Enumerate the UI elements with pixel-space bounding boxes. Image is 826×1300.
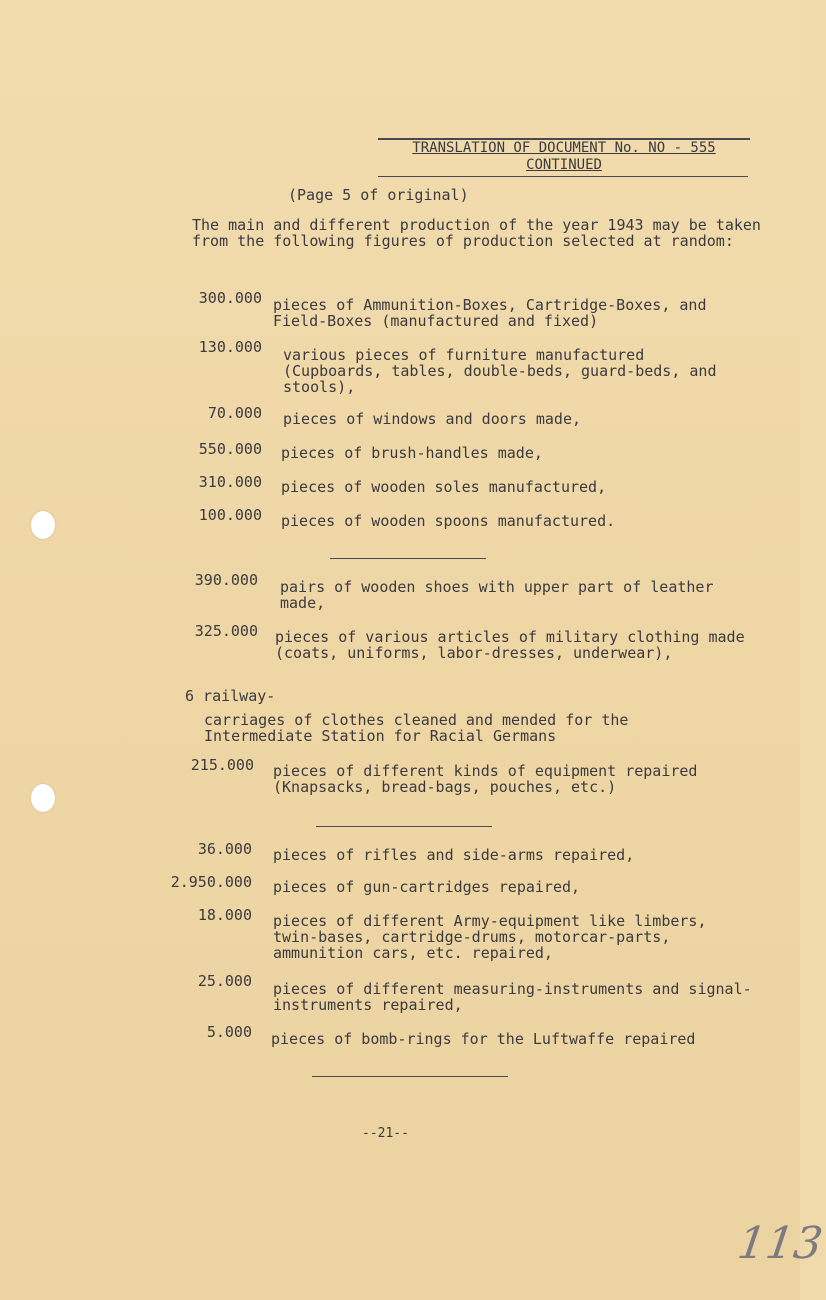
section-divider — [330, 558, 486, 559]
entry-text: pieces of different measuring-instruments and signal-instruments repaired, — [273, 980, 752, 1014]
entry-text: pieces of brush-handles made, — [281, 444, 543, 462]
entry-number: 36.000 — [197, 840, 252, 858]
entry-number: 300.000 — [198, 289, 262, 307]
punch-hole-top — [31, 511, 55, 539]
header-continued: CONTINUED — [526, 157, 602, 173]
entry-text: pieces of bomb-rings for the Luftwaffe repaired — [271, 1030, 696, 1048]
punch-hole-bottom — [31, 784, 55, 812]
entry-text: pieces of gun-cartridges repaired, — [273, 878, 581, 896]
entry-number: 130.000 — [198, 338, 262, 356]
entry-text: pieces of windows and doors made, — [283, 410, 582, 428]
entry-number: 6 railway- — [185, 687, 276, 705]
entry-text: pieces of wooden soles manufactured, — [281, 478, 607, 496]
entry-number: 18.000 — [197, 906, 252, 924]
entry-text: pieces of different Army-equipment like limbers, twin-bases, cartridge-drums, motorcar-parts, ammunition cars, etc. repaired, — [273, 912, 707, 962]
page-number-footer: --21-- — [362, 1126, 409, 1141]
entry-number: 390.000 — [194, 571, 258, 589]
entry-number: 100.000 — [198, 506, 262, 524]
entry-number: 550.000 — [198, 440, 262, 458]
header-title: TRANSLATION OF DOCUMENT No. NO - 555 — [412, 140, 716, 156]
document-header — [378, 138, 750, 174]
entry-number: 70.000 — [207, 404, 262, 422]
page-reference: (Page 5 of original) — [288, 186, 469, 204]
section-divider — [316, 826, 492, 827]
entry-number: 2.950.000 — [170, 873, 252, 891]
entry-number: 5.000 — [206, 1023, 252, 1041]
entry-text: pieces of rifles and side-arms repaired, — [273, 846, 635, 864]
entry-text: various pieces of furniture manufactured (Cupboards, tables, double-beds, guard-beds, and stools), — [283, 346, 717, 396]
entry-text: pieces of different kinds of equipment repaired (Knapsacks, bread-bags, pouches, etc.) — [273, 762, 698, 796]
header-rule — [378, 176, 748, 177]
entry-text: pieces of wooden spoons manufactured. — [281, 512, 616, 530]
entry-text: carriages of clothes cleaned and mended for the Intermediate Station for Racial Germans — [204, 711, 629, 745]
entry-number: 25.000 — [197, 972, 252, 990]
entry-number: 325.000 — [194, 622, 258, 640]
entry-text: pieces of Ammunition-Boxes, Cartridge-Boxes, and Field-Boxes (manufactured and fixed) — [273, 296, 707, 330]
handwritten-page-number: 113 — [734, 1218, 826, 1269]
entry-text: pieces of various articles of military clothing made (coats, uniforms, labor-dresses, underwear), — [275, 628, 745, 662]
entry-number: 310.000 — [198, 473, 262, 491]
intro-paragraph: The main and different production of the year 1943 may be taken from the following figures of production selected at random: — [192, 216, 761, 250]
entry-text: pairs of wooden shoes with upper part of leather made, — [280, 578, 714, 612]
section-divider — [312, 1076, 508, 1077]
entry-number: 215.000 — [190, 756, 254, 774]
